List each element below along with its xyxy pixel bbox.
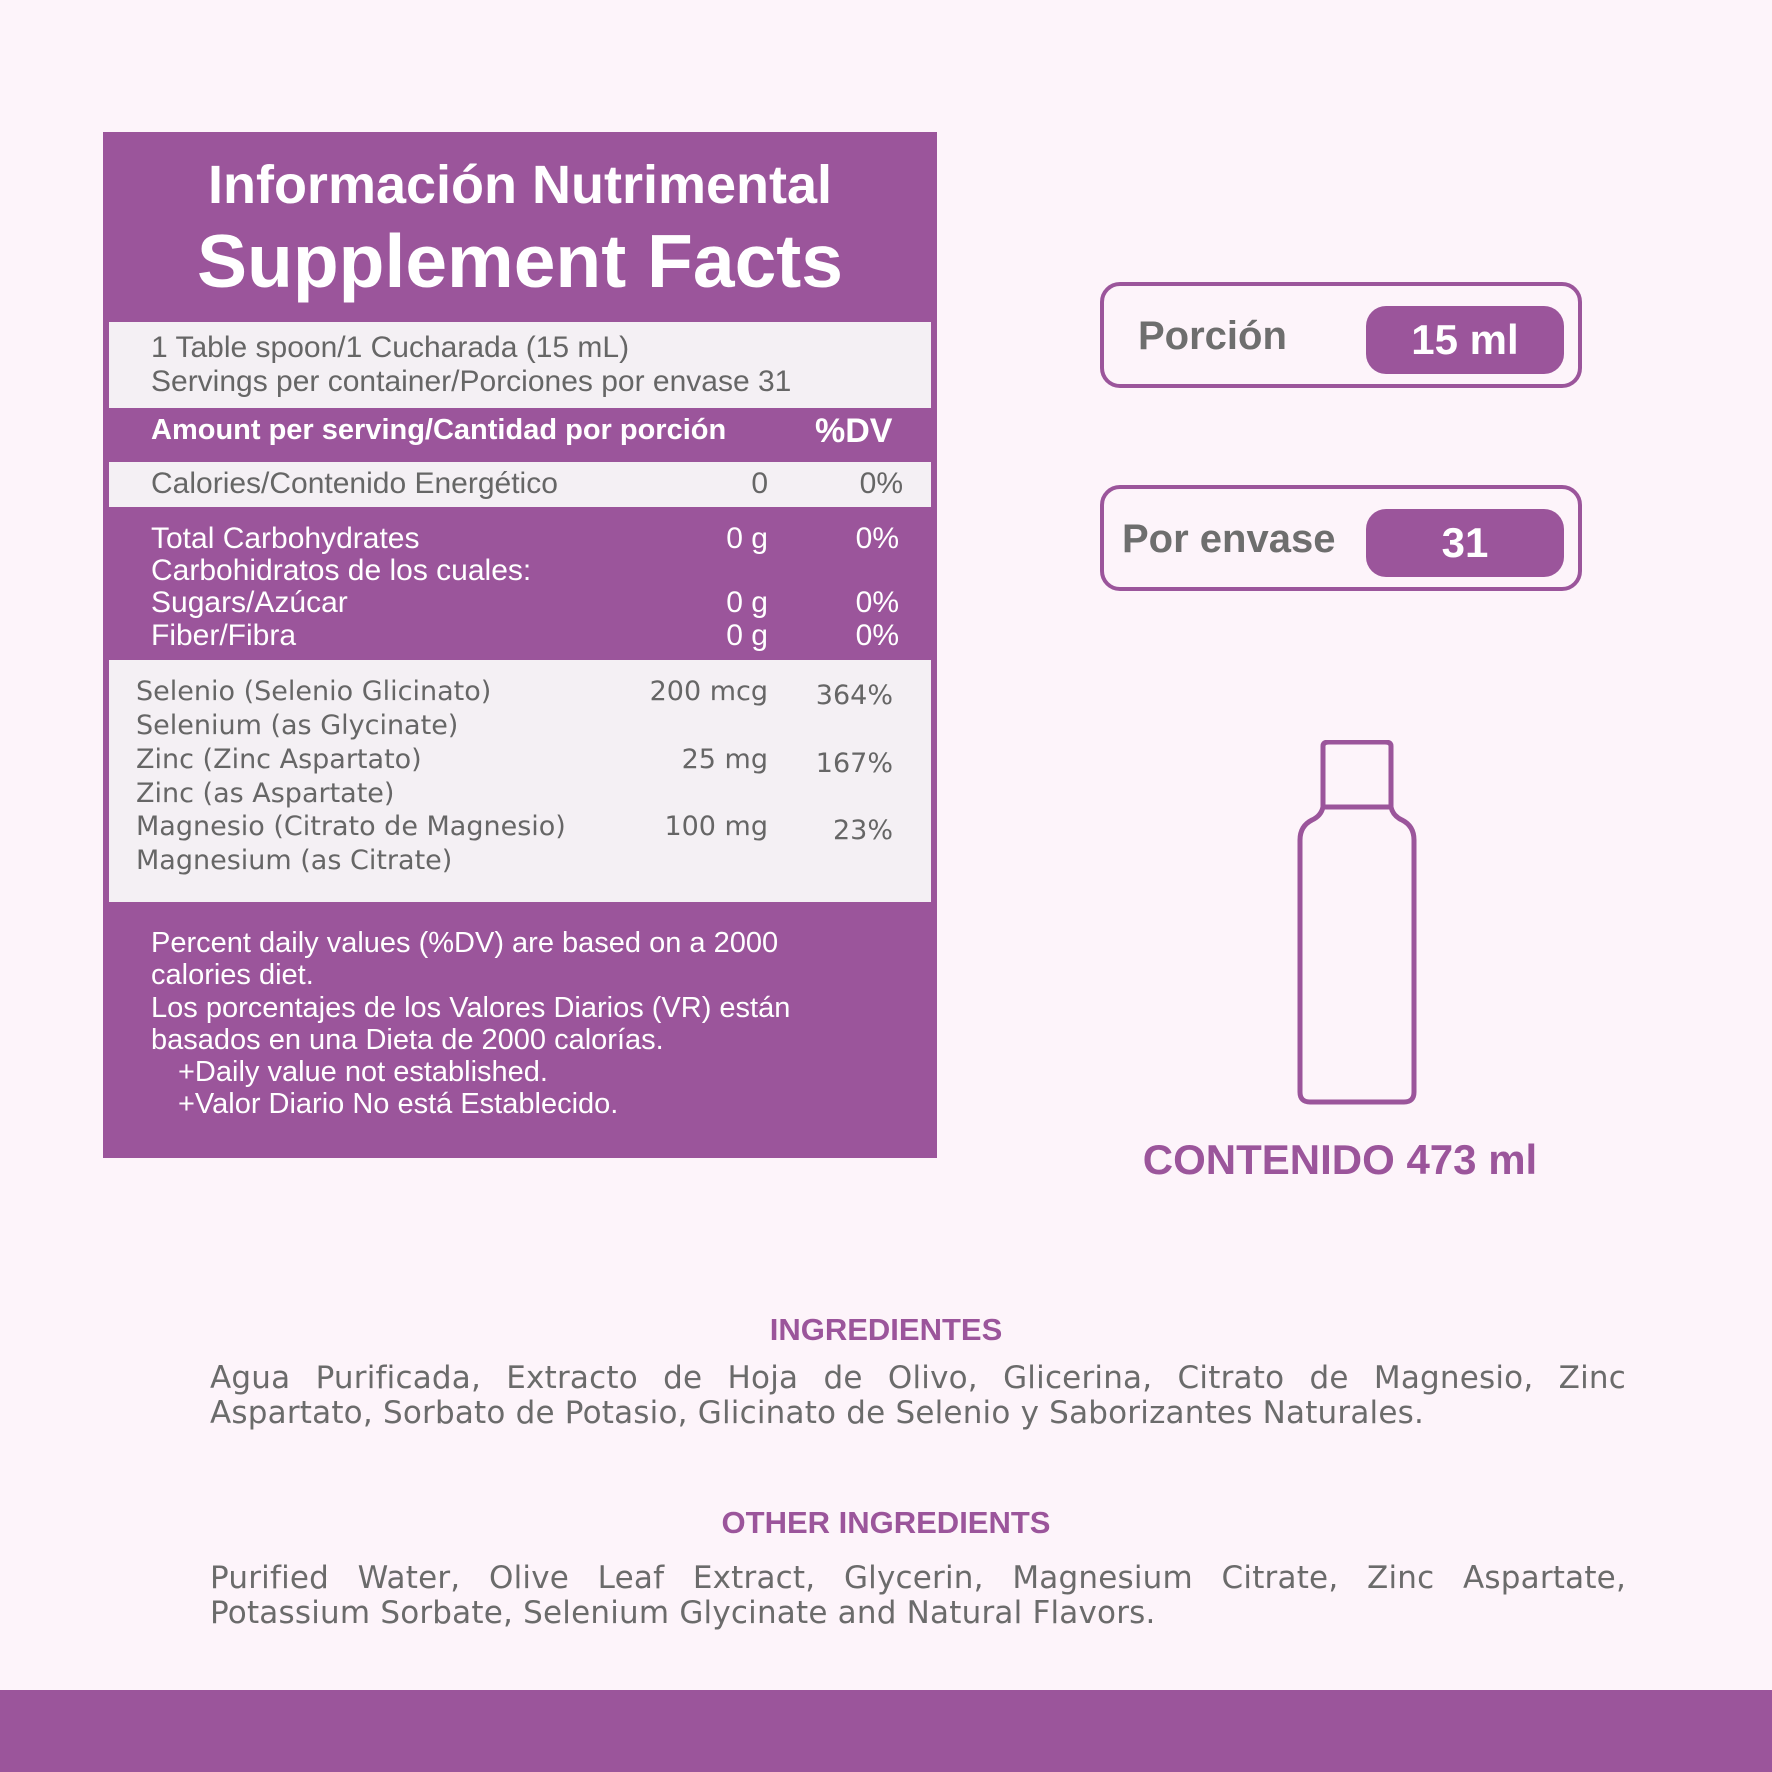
carbs-total-label: Total Carbohydrates bbox=[151, 522, 420, 555]
fiber-label: Fiber/Fibra bbox=[151, 619, 297, 652]
mineral-amount: 100 mg bbox=[664, 811, 768, 842]
calories-label: Calories/Contenido Energético bbox=[151, 467, 558, 500]
serving-size: 1 Table spoon/1 Cucharada (15 mL) bbox=[151, 331, 630, 364]
portion-box bbox=[1100, 282, 1582, 388]
portion-label: Porción bbox=[1138, 314, 1287, 358]
carbs-sub-label: Carbohidratos de los cuales: bbox=[151, 554, 532, 587]
mineral-dv: 364% bbox=[815, 680, 893, 711]
portion-value: 15 ml bbox=[1366, 306, 1564, 374]
mineral-name-en: Zinc (as Aspartate) bbox=[136, 778, 395, 809]
supplement-facts-panel bbox=[103, 132, 937, 1158]
mineral-name-es: Magnesio (Citrato de Magnesio) bbox=[136, 811, 566, 842]
mineral-name-en: Magnesium (as Citrate) bbox=[136, 845, 453, 876]
mineral-dv: 23% bbox=[832, 815, 893, 846]
fiber-amount: 0 g bbox=[726, 619, 768, 652]
per-container-value: 31 bbox=[1366, 509, 1564, 577]
carbs-total-amount: 0 g bbox=[726, 522, 768, 555]
bottle-icon bbox=[1296, 740, 1420, 1108]
facts-title-es: Información Nutrimental bbox=[207, 155, 833, 215]
ingredients-text: Agua Purificada, Extracto de Hoja de Olivo, Glicerina, Citrato de Magnesio, Zinc Aspartato, Sorbato de Potasio, Glicinato de Selenio y Saborizantes Naturales. bbox=[210, 1360, 1626, 1431]
contents-label: CONTENIDO 473 ml bbox=[1142, 1136, 1538, 1183]
calories-amount: 0 bbox=[751, 467, 768, 500]
calories-dv: 0% bbox=[859, 467, 903, 500]
servings-per-container: Servings per container/Porciones por envase 31 bbox=[151, 365, 792, 398]
mineral-dv: 167% bbox=[815, 748, 893, 779]
facts-title-en: Supplement Facts bbox=[197, 219, 843, 303]
ingredients-title: INGREDIENTES bbox=[769, 1312, 1003, 1347]
other-ingredients-title: OTHER INGREDIENTS bbox=[721, 1505, 1051, 1540]
footnote-line: basados en una Dieta de 2000 calorías. bbox=[151, 1024, 664, 1056]
footnote-line: Percent daily values (%DV) are based on a 2000 bbox=[151, 927, 779, 959]
dv-header: %DV bbox=[815, 412, 893, 450]
footnote-line: +Daily value not established. bbox=[178, 1056, 548, 1088]
mineral-amount: 200 mcg bbox=[649, 676, 768, 707]
mineral-name-es: Zinc (Zinc Aspartato) bbox=[136, 744, 422, 775]
sugars-dv: 0% bbox=[855, 586, 899, 619]
footer-bar bbox=[0, 1690, 1772, 1772]
fiber-dv: 0% bbox=[855, 619, 899, 652]
per-container-label: Por envase bbox=[1122, 517, 1336, 561]
sugars-label: Sugars/Azúcar bbox=[151, 586, 348, 619]
footnote-line: Los porcentajes de los Valores Diarios (VR) están bbox=[151, 992, 791, 1024]
per-container-box bbox=[1100, 485, 1582, 591]
footnote-line: calories diet. bbox=[151, 959, 314, 991]
mineral-name-es: Selenio (Selenio Glicinato) bbox=[136, 676, 492, 707]
footnote-line: +Valor Diario No está Establecido. bbox=[178, 1088, 619, 1120]
mineral-name-en: Selenium (as Glycinate) bbox=[136, 710, 459, 741]
carbs-total-dv: 0% bbox=[855, 522, 899, 555]
amount-header: Amount per serving/Cantidad por porción bbox=[151, 414, 727, 446]
sugars-amount: 0 g bbox=[726, 586, 768, 619]
mineral-amount: 25 mg bbox=[681, 744, 768, 775]
other-ingredients-text: Purified Water, Olive Leaf Extract, Glycerin, Magnesium Citrate, Zinc Aspartate, Potassium Sorbate, Selenium Glycinate and Natural Flavors. bbox=[210, 1560, 1626, 1631]
